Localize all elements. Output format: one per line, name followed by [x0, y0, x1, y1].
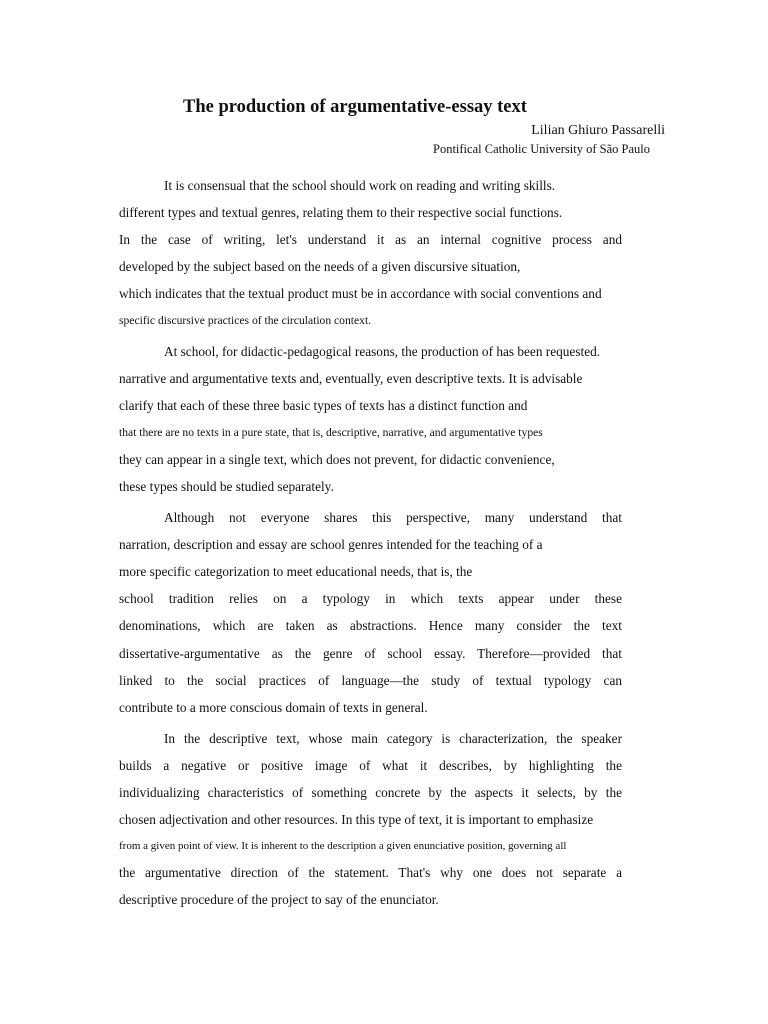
text-line: the argumentative direction of the statement. That's why one does not separate a [119, 865, 622, 880]
text-line: which indicates that the textual product must be in accordance with social conventions and [119, 286, 602, 301]
text-line: linked to the social practices of language—the study of textual typology can [119, 673, 622, 688]
text-line: they can appear in a single text, which does not prevent, for didactic convenience, [119, 452, 555, 467]
text-line: In the case of writing, let's understand it as an internal cognitive process and [119, 232, 622, 247]
text-line: builds a negative or positive image of what it describes, by highlighting the [119, 758, 622, 773]
text-line: At school, for didactic-pedagogical reasons, the production of has been requested. [164, 344, 601, 359]
author-name: Lilian Ghiuro Passarelli [531, 123, 665, 138]
text-line: descriptive procedure of the project to say of the enunciator. [119, 892, 439, 907]
author-affiliation: Pontifical Catholic University of São Paulo [433, 142, 650, 156]
text-line: these types should be studied separately. [119, 479, 334, 494]
text-line: different types and textual genres, relating them to their respective social functions. [119, 205, 563, 220]
text-line: school tradition relies on a typology in which texts appear under these [119, 591, 622, 606]
text-line: Although not everyone shares this perspective, many understand that [164, 510, 622, 525]
text-line: narration, description and essay are school genres intended for the teaching of a [119, 537, 543, 552]
text-line: developed by the subject based on the needs of a given discursive situation, [119, 259, 521, 274]
text-line: dissertative-argumentative as the genre of school essay. Therefore—provided that [119, 646, 622, 661]
text-line: In the descriptive text, whose main category is characterization, the speaker [164, 731, 622, 746]
text-line: denominations, which are taken as abstractions. Hence many consider the text [119, 618, 622, 633]
text-line: more specific categorization to meet educational needs, that is, the [119, 564, 473, 579]
text-line: that there are no texts in a pure state, that is, descriptive, narrative, and argumentative types [119, 426, 543, 439]
text-line: clarify that each of these three basic types of texts has a distinct function and [119, 398, 528, 413]
text-line: contribute to a more conscious domain of texts in general. [119, 700, 428, 715]
text-line: specific discursive practices of the circulation context. [119, 314, 372, 327]
document-title: The production of argumentative-essay text [183, 97, 527, 117]
text-line: chosen adjectivation and other resources. In this type of text, it is important to emphasize [119, 812, 594, 827]
text-line: individualizing characteristics of something concrete by the aspects it selects, by the [119, 785, 622, 800]
text-line: narrative and argumentative texts and, eventually, even descriptive texts. It is advisable [119, 371, 583, 386]
text-line: It is consensual that the school should work on reading and writing skills. [164, 178, 556, 193]
text-line: from a given point of view. It is inherent to the description a given enunciative position, governing all [119, 840, 567, 852]
